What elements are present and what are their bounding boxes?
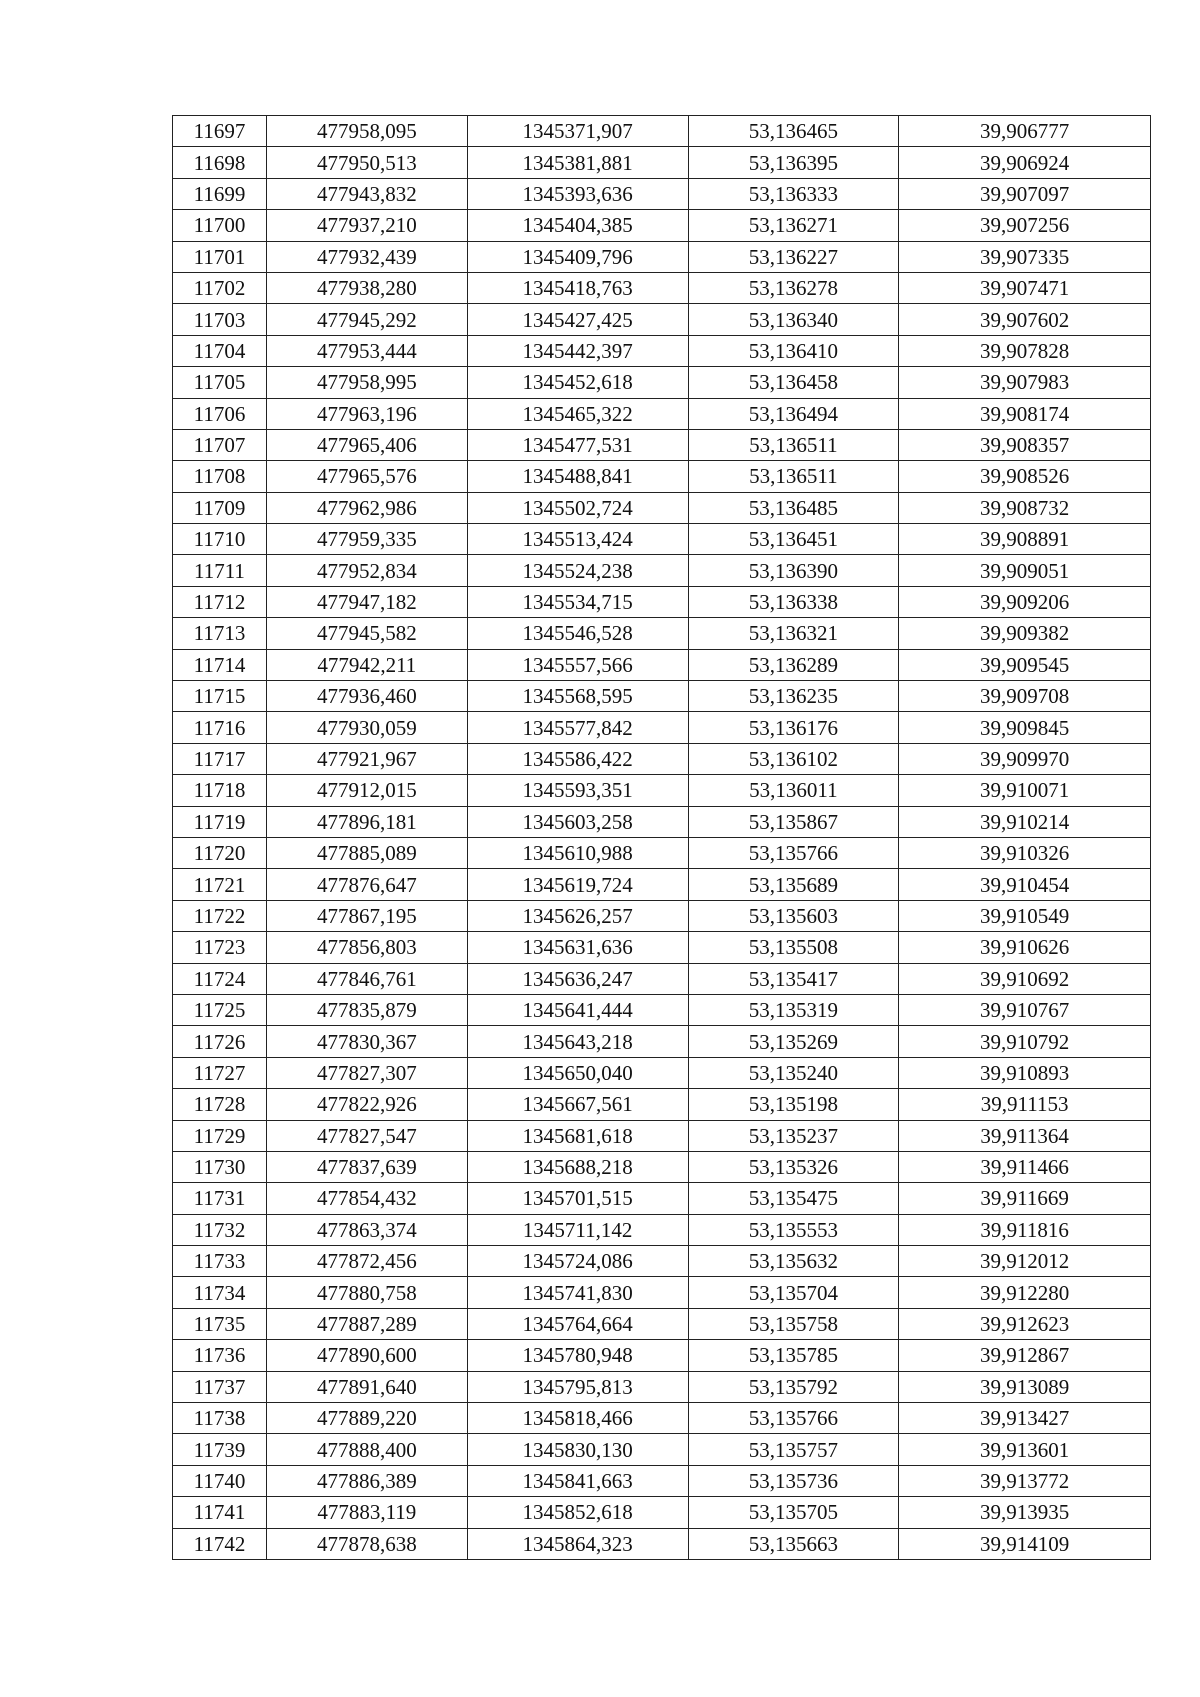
- y-coordinate-cell: 1345393,636: [467, 178, 688, 209]
- x-coordinate-cell: 477863,374: [266, 1214, 467, 1245]
- y-coordinate-cell: 1345610,988: [467, 837, 688, 868]
- longitude-cell: 39,907602: [899, 304, 1151, 335]
- latitude-cell: 53,136333: [688, 178, 899, 209]
- longitude-cell: 39,912623: [899, 1308, 1151, 1339]
- table-row: [173, 1340, 1151, 1371]
- table-row: [173, 272, 1151, 303]
- point-number-cell: 11719: [173, 806, 267, 837]
- point-number-cell: 11708: [173, 461, 267, 492]
- point-number-cell: 11734: [173, 1277, 267, 1308]
- table-row: [173, 1183, 1151, 1214]
- point-number-cell: 11740: [173, 1465, 267, 1496]
- point-number-cell: 11704: [173, 335, 267, 366]
- longitude-cell: 39,909845: [899, 712, 1151, 743]
- longitude-cell: 39,913772: [899, 1465, 1151, 1496]
- longitude-cell: 39,910214: [899, 806, 1151, 837]
- point-number-cell: 11742: [173, 1528, 267, 1559]
- point-number-cell: 11730: [173, 1151, 267, 1182]
- table-row: [173, 524, 1151, 555]
- table-row: [173, 398, 1151, 429]
- point-number-cell: 11707: [173, 429, 267, 460]
- y-coordinate-cell: 1345667,561: [467, 1089, 688, 1120]
- y-coordinate-cell: 1345764,664: [467, 1308, 688, 1339]
- x-coordinate-cell: 477959,335: [266, 524, 467, 555]
- y-coordinate-cell: 1345568,595: [467, 681, 688, 712]
- longitude-cell: 39,913601: [899, 1434, 1151, 1465]
- table-row: [173, 806, 1151, 837]
- x-coordinate-cell: 477943,832: [266, 178, 467, 209]
- latitude-cell: 53,135603: [688, 900, 899, 931]
- latitude-cell: 53,135319: [688, 994, 899, 1025]
- longitude-cell: 39,909051: [899, 555, 1151, 586]
- y-coordinate-cell: 1345488,841: [467, 461, 688, 492]
- x-coordinate-cell: 477830,367: [266, 1026, 467, 1057]
- table-row: [173, 712, 1151, 743]
- table-row: [173, 461, 1151, 492]
- x-coordinate-cell: 477958,095: [266, 116, 467, 147]
- point-number-cell: 11725: [173, 994, 267, 1025]
- longitude-cell: 39,910767: [899, 994, 1151, 1025]
- latitude-cell: 53,136465: [688, 116, 899, 147]
- latitude-cell: 53,136176: [688, 712, 899, 743]
- x-coordinate-cell: 477963,196: [266, 398, 467, 429]
- y-coordinate-cell: 1345643,218: [467, 1026, 688, 1057]
- longitude-cell: 39,907471: [899, 272, 1151, 303]
- table-row: [173, 649, 1151, 680]
- table-row: [173, 932, 1151, 963]
- point-number-cell: 11728: [173, 1089, 267, 1120]
- latitude-cell: 53,135785: [688, 1340, 899, 1371]
- y-coordinate-cell: 1345442,397: [467, 335, 688, 366]
- table-row: [173, 241, 1151, 272]
- y-coordinate-cell: 1345452,618: [467, 367, 688, 398]
- longitude-cell: 39,910454: [899, 869, 1151, 900]
- table-row: [173, 367, 1151, 398]
- point-number-cell: 11710: [173, 524, 267, 555]
- coordinates-table: [172, 115, 1151, 1560]
- x-coordinate-cell: 477932,439: [266, 241, 467, 272]
- table-row: [173, 837, 1151, 868]
- table-row: [173, 1434, 1151, 1465]
- longitude-cell: 39,908357: [899, 429, 1151, 460]
- x-coordinate-cell: 477890,600: [266, 1340, 467, 1371]
- x-coordinate-cell: 477921,967: [266, 743, 467, 774]
- y-coordinate-cell: 1345477,531: [467, 429, 688, 460]
- latitude-cell: 53,136395: [688, 147, 899, 178]
- latitude-cell: 53,136511: [688, 429, 899, 460]
- latitude-cell: 53,135758: [688, 1308, 899, 1339]
- longitude-cell: 39,910792: [899, 1026, 1151, 1057]
- y-coordinate-cell: 1345524,238: [467, 555, 688, 586]
- longitude-cell: 39,909382: [899, 618, 1151, 649]
- longitude-cell: 39,908526: [899, 461, 1151, 492]
- point-number-cell: 11724: [173, 963, 267, 994]
- latitude-cell: 53,136227: [688, 241, 899, 272]
- coordinates-table-body: [173, 116, 1151, 1560]
- longitude-cell: 39,906777: [899, 116, 1151, 147]
- table-row: [173, 116, 1151, 147]
- y-coordinate-cell: 1345711,142: [467, 1214, 688, 1245]
- y-coordinate-cell: 1345418,763: [467, 272, 688, 303]
- y-coordinate-cell: 1345681,618: [467, 1120, 688, 1151]
- x-coordinate-cell: 477846,761: [266, 963, 467, 994]
- latitude-cell: 53,136410: [688, 335, 899, 366]
- x-coordinate-cell: 477827,307: [266, 1057, 467, 1088]
- x-coordinate-cell: 477936,460: [266, 681, 467, 712]
- x-coordinate-cell: 477942,211: [266, 649, 467, 680]
- point-number-cell: 11736: [173, 1340, 267, 1371]
- point-number-cell: 11712: [173, 586, 267, 617]
- point-number-cell: 11705: [173, 367, 267, 398]
- point-number-cell: 11701: [173, 241, 267, 272]
- table-row: [173, 335, 1151, 366]
- longitude-cell: 39,912867: [899, 1340, 1151, 1371]
- x-coordinate-cell: 477854,432: [266, 1183, 467, 1214]
- latitude-cell: 53,136235: [688, 681, 899, 712]
- latitude-cell: 53,135757: [688, 1434, 899, 1465]
- x-coordinate-cell: 477952,834: [266, 555, 467, 586]
- point-number-cell: 11738: [173, 1403, 267, 1434]
- x-coordinate-cell: 477887,289: [266, 1308, 467, 1339]
- y-coordinate-cell: 1345636,247: [467, 963, 688, 994]
- point-number-cell: 11709: [173, 492, 267, 523]
- table-row: [173, 869, 1151, 900]
- point-number-cell: 11721: [173, 869, 267, 900]
- y-coordinate-cell: 1345603,258: [467, 806, 688, 837]
- point-number-cell: 11720: [173, 837, 267, 868]
- point-number-cell: 11703: [173, 304, 267, 335]
- table-row: [173, 994, 1151, 1025]
- latitude-cell: 53,135269: [688, 1026, 899, 1057]
- latitude-cell: 53,135237: [688, 1120, 899, 1151]
- x-coordinate-cell: 477965,406: [266, 429, 467, 460]
- latitude-cell: 53,135867: [688, 806, 899, 837]
- table-row: [173, 963, 1151, 994]
- table-row: [173, 618, 1151, 649]
- table-row: [173, 1308, 1151, 1339]
- x-coordinate-cell: 477883,119: [266, 1497, 467, 1528]
- longitude-cell: 39,909970: [899, 743, 1151, 774]
- x-coordinate-cell: 477953,444: [266, 335, 467, 366]
- longitude-cell: 39,911466: [899, 1151, 1151, 1182]
- table-row: [173, 178, 1151, 209]
- y-coordinate-cell: 1345577,842: [467, 712, 688, 743]
- longitude-cell: 39,913427: [899, 1403, 1151, 1434]
- point-number-cell: 11714: [173, 649, 267, 680]
- latitude-cell: 53,136338: [688, 586, 899, 617]
- x-coordinate-cell: 477962,986: [266, 492, 467, 523]
- table-row: [173, 1371, 1151, 1402]
- x-coordinate-cell: 477835,879: [266, 994, 467, 1025]
- latitude-cell: 53,135553: [688, 1214, 899, 1245]
- point-number-cell: 11700: [173, 210, 267, 241]
- table-row: [173, 429, 1151, 460]
- point-number-cell: 11715: [173, 681, 267, 712]
- latitude-cell: 53,135198: [688, 1089, 899, 1120]
- latitude-cell: 53,136390: [688, 555, 899, 586]
- table-row: [173, 1403, 1151, 1434]
- x-coordinate-cell: 477889,220: [266, 1403, 467, 1434]
- table-row: [173, 1120, 1151, 1151]
- latitude-cell: 53,135663: [688, 1528, 899, 1559]
- longitude-cell: 39,912012: [899, 1246, 1151, 1277]
- y-coordinate-cell: 1345381,881: [467, 147, 688, 178]
- longitude-cell: 39,910326: [899, 837, 1151, 868]
- table-row: [173, 147, 1151, 178]
- y-coordinate-cell: 1345626,257: [467, 900, 688, 931]
- latitude-cell: 53,135240: [688, 1057, 899, 1088]
- y-coordinate-cell: 1345427,425: [467, 304, 688, 335]
- x-coordinate-cell: 477945,582: [266, 618, 467, 649]
- table-row: [173, 555, 1151, 586]
- y-coordinate-cell: 1345641,444: [467, 994, 688, 1025]
- x-coordinate-cell: 477827,547: [266, 1120, 467, 1151]
- table-row: [173, 775, 1151, 806]
- y-coordinate-cell: 1345534,715: [467, 586, 688, 617]
- point-number-cell: 11702: [173, 272, 267, 303]
- latitude-cell: 53,136485: [688, 492, 899, 523]
- table-row: [173, 1089, 1151, 1120]
- table-row: [173, 681, 1151, 712]
- latitude-cell: 53,135766: [688, 837, 899, 868]
- point-number-cell: 11697: [173, 116, 267, 147]
- x-coordinate-cell: 477945,292: [266, 304, 467, 335]
- point-number-cell: 11731: [173, 1183, 267, 1214]
- x-coordinate-cell: 477885,089: [266, 837, 467, 868]
- latitude-cell: 53,136278: [688, 272, 899, 303]
- x-coordinate-cell: 477876,647: [266, 869, 467, 900]
- x-coordinate-cell: 477958,995: [266, 367, 467, 398]
- table-row: [173, 1026, 1151, 1057]
- x-coordinate-cell: 477896,181: [266, 806, 467, 837]
- table-row: [173, 1277, 1151, 1308]
- x-coordinate-cell: 477886,389: [266, 1465, 467, 1496]
- y-coordinate-cell: 1345404,385: [467, 210, 688, 241]
- longitude-cell: 39,910893: [899, 1057, 1151, 1088]
- latitude-cell: 53,135508: [688, 932, 899, 963]
- point-number-cell: 11723: [173, 932, 267, 963]
- longitude-cell: 39,907828: [899, 335, 1151, 366]
- x-coordinate-cell: 477872,456: [266, 1246, 467, 1277]
- y-coordinate-cell: 1345465,322: [467, 398, 688, 429]
- latitude-cell: 53,135475: [688, 1183, 899, 1214]
- longitude-cell: 39,912280: [899, 1277, 1151, 1308]
- y-coordinate-cell: 1345513,424: [467, 524, 688, 555]
- point-number-cell: 11735: [173, 1308, 267, 1339]
- y-coordinate-cell: 1345724,086: [467, 1246, 688, 1277]
- latitude-cell: 53,136511: [688, 461, 899, 492]
- point-number-cell: 11741: [173, 1497, 267, 1528]
- point-number-cell: 11718: [173, 775, 267, 806]
- longitude-cell: 39,908732: [899, 492, 1151, 523]
- table-row: [173, 1528, 1151, 1559]
- latitude-cell: 53,135736: [688, 1465, 899, 1496]
- point-number-cell: 11706: [173, 398, 267, 429]
- latitude-cell: 53,135689: [688, 869, 899, 900]
- table-row: [173, 1151, 1151, 1182]
- y-coordinate-cell: 1345502,724: [467, 492, 688, 523]
- longitude-cell: 39,910692: [899, 963, 1151, 994]
- longitude-cell: 39,908174: [899, 398, 1151, 429]
- longitude-cell: 39,914109: [899, 1528, 1151, 1559]
- longitude-cell: 39,913935: [899, 1497, 1151, 1528]
- latitude-cell: 53,136271: [688, 210, 899, 241]
- table-row: [173, 900, 1151, 931]
- x-coordinate-cell: 477965,576: [266, 461, 467, 492]
- point-number-cell: 11727: [173, 1057, 267, 1088]
- point-number-cell: 11729: [173, 1120, 267, 1151]
- longitude-cell: 39,910626: [899, 932, 1151, 963]
- x-coordinate-cell: 477937,210: [266, 210, 467, 241]
- table-row: [173, 492, 1151, 523]
- longitude-cell: 39,907256: [899, 210, 1151, 241]
- point-number-cell: 11722: [173, 900, 267, 931]
- latitude-cell: 53,136011: [688, 775, 899, 806]
- y-coordinate-cell: 1345409,796: [467, 241, 688, 272]
- latitude-cell: 53,135792: [688, 1371, 899, 1402]
- table-row: [173, 210, 1151, 241]
- x-coordinate-cell: 477912,015: [266, 775, 467, 806]
- longitude-cell: 39,909545: [899, 649, 1151, 680]
- longitude-cell: 39,911816: [899, 1214, 1151, 1245]
- point-number-cell: 11698: [173, 147, 267, 178]
- y-coordinate-cell: 1345650,040: [467, 1057, 688, 1088]
- longitude-cell: 39,909708: [899, 681, 1151, 712]
- y-coordinate-cell: 1345741,830: [467, 1277, 688, 1308]
- y-coordinate-cell: 1345371,907: [467, 116, 688, 147]
- x-coordinate-cell: 477891,640: [266, 1371, 467, 1402]
- latitude-cell: 53,136340: [688, 304, 899, 335]
- table-row: [173, 304, 1151, 335]
- longitude-cell: 39,907983: [899, 367, 1151, 398]
- x-coordinate-cell: 477947,182: [266, 586, 467, 617]
- latitude-cell: 53,135705: [688, 1497, 899, 1528]
- latitude-cell: 53,135632: [688, 1246, 899, 1277]
- longitude-cell: 39,911364: [899, 1120, 1151, 1151]
- latitude-cell: 53,136458: [688, 367, 899, 398]
- y-coordinate-cell: 1345546,528: [467, 618, 688, 649]
- table-row: [173, 1497, 1151, 1528]
- table-row: [173, 1214, 1151, 1245]
- y-coordinate-cell: 1345586,422: [467, 743, 688, 774]
- y-coordinate-cell: 1345818,466: [467, 1403, 688, 1434]
- x-coordinate-cell: 477878,638: [266, 1528, 467, 1559]
- x-coordinate-cell: 477950,513: [266, 147, 467, 178]
- table-row: [173, 1465, 1151, 1496]
- x-coordinate-cell: 477867,195: [266, 900, 467, 931]
- point-number-cell: 11737: [173, 1371, 267, 1402]
- latitude-cell: 53,136321: [688, 618, 899, 649]
- point-number-cell: 11733: [173, 1246, 267, 1277]
- latitude-cell: 53,135704: [688, 1277, 899, 1308]
- longitude-cell: 39,908891: [899, 524, 1151, 555]
- y-coordinate-cell: 1345795,813: [467, 1371, 688, 1402]
- latitude-cell: 53,136451: [688, 524, 899, 555]
- latitude-cell: 53,135766: [688, 1403, 899, 1434]
- y-coordinate-cell: 1345701,515: [467, 1183, 688, 1214]
- longitude-cell: 39,910549: [899, 900, 1151, 931]
- point-number-cell: 11711: [173, 555, 267, 586]
- latitude-cell: 53,136289: [688, 649, 899, 680]
- y-coordinate-cell: 1345688,218: [467, 1151, 688, 1182]
- y-coordinate-cell: 1345557,566: [467, 649, 688, 680]
- x-coordinate-cell: 477837,639: [266, 1151, 467, 1182]
- x-coordinate-cell: 477888,400: [266, 1434, 467, 1465]
- point-number-cell: 11713: [173, 618, 267, 649]
- y-coordinate-cell: 1345619,724: [467, 869, 688, 900]
- y-coordinate-cell: 1345780,948: [467, 1340, 688, 1371]
- y-coordinate-cell: 1345864,323: [467, 1528, 688, 1559]
- point-number-cell: 11717: [173, 743, 267, 774]
- latitude-cell: 53,135417: [688, 963, 899, 994]
- table-row: [173, 743, 1151, 774]
- x-coordinate-cell: 477822,926: [266, 1089, 467, 1120]
- longitude-cell: 39,911669: [899, 1183, 1151, 1214]
- table-row: [173, 586, 1151, 617]
- longitude-cell: 39,910071: [899, 775, 1151, 806]
- point-number-cell: 11726: [173, 1026, 267, 1057]
- table-row: [173, 1057, 1151, 1088]
- longitude-cell: 39,906924: [899, 147, 1151, 178]
- x-coordinate-cell: 477930,059: [266, 712, 467, 743]
- latitude-cell: 53,136102: [688, 743, 899, 774]
- x-coordinate-cell: 477856,803: [266, 932, 467, 963]
- longitude-cell: 39,909206: [899, 586, 1151, 617]
- latitude-cell: 53,136494: [688, 398, 899, 429]
- longitude-cell: 39,907335: [899, 241, 1151, 272]
- x-coordinate-cell: 477938,280: [266, 272, 467, 303]
- y-coordinate-cell: 1345830,130: [467, 1434, 688, 1465]
- longitude-cell: 39,913089: [899, 1371, 1151, 1402]
- longitude-cell: 39,911153: [899, 1089, 1151, 1120]
- point-number-cell: 11739: [173, 1434, 267, 1465]
- point-number-cell: 11716: [173, 712, 267, 743]
- latitude-cell: 53,135326: [688, 1151, 899, 1182]
- y-coordinate-cell: 1345593,351: [467, 775, 688, 806]
- x-coordinate-cell: 477880,758: [266, 1277, 467, 1308]
- y-coordinate-cell: 1345631,636: [467, 932, 688, 963]
- longitude-cell: 39,907097: [899, 178, 1151, 209]
- table-row: [173, 1246, 1151, 1277]
- y-coordinate-cell: 1345841,663: [467, 1465, 688, 1496]
- point-number-cell: 11732: [173, 1214, 267, 1245]
- point-number-cell: 11699: [173, 178, 267, 209]
- y-coordinate-cell: 1345852,618: [467, 1497, 688, 1528]
